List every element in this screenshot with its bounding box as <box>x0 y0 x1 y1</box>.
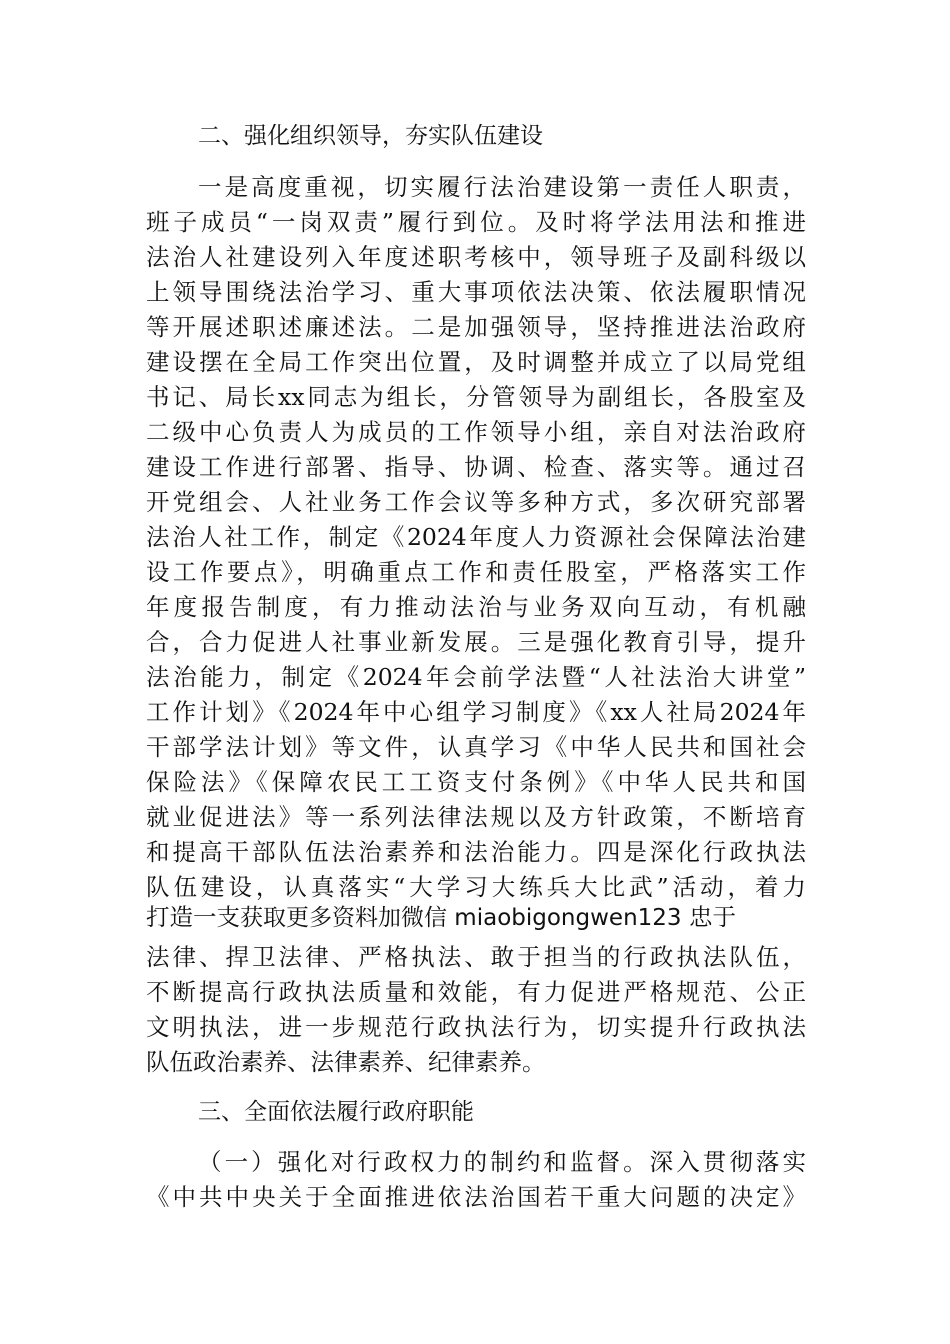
paragraph-line: 不断提高行政执法质量和效能，有力促进严格规范、公正 <box>146 978 806 1006</box>
paragraph-line-with-watermark <box>146 902 806 933</box>
paragraph-line: 文明执法，进一步规范行政执法行为，切实提升行政执法 <box>146 1013 806 1041</box>
paragraph-line: 上领导围绕法治学习、重大事项依法决策、依法履职情况 <box>146 278 806 306</box>
paragraph-line: 就业促进法》等一系列法律法规以及方针政策，不断培育 <box>146 803 806 831</box>
paragraph-line: 建设工作进行部署、指导、协调、检查、落实等。通过召 <box>146 453 806 481</box>
paragraph-line: 干部学法计划》等文件，认真学习《中华人民共和国社会 <box>146 733 806 761</box>
line-text: 忠于 <box>681 903 737 931</box>
paragraph-line: 班子成员“一岗双责”履行到位。及时将学法用法和推进 <box>146 208 806 236</box>
paragraph-line: 设工作要点》，明确重点工作和责任股室，严格落实工作 <box>146 558 806 586</box>
paragraph-line: 和提高干部队伍法治素养和法治能力。四是深化行政执法 <box>146 838 806 866</box>
paragraph-line: 二级中心负责人为成员的工作领导小组，亲自对法治政府 <box>146 418 806 446</box>
paragraph-line: 书记、局长xx同志为组长，分管领导为副组长，各股室及 <box>146 383 806 411</box>
paragraph-line: 一是高度重视，切实履行法治建设第一责任人职责， <box>198 173 806 201</box>
paragraph-line: 法治人社建设列入年度述职考核中，领导班子及副科级以 <box>146 243 806 271</box>
section-heading-3: 三、全面依法履行政府职能 <box>198 1099 474 1125</box>
paragraph-line: 开党组会、人社业务工作会议等多种方式，多次研究部署 <box>146 488 806 516</box>
paragraph-line: 队伍政治素养、法律素养、纪律素养。 <box>146 1048 546 1076</box>
paragraph-line: 建设摆在全局工作突出位置，及时调整并成立了以局党组 <box>146 348 806 376</box>
section-heading-2: 二、强化组织领导，夯实队伍建设 <box>198 123 543 149</box>
paragraph-line: 队伍建设，认真落实“大学习大练兵大比武”活动，着力 <box>146 873 806 901</box>
paragraph-line: 法律、捍卫法律、严格执法、敢于担当的行政执法队伍， <box>146 943 806 971</box>
paragraph-line: 保险法》《保障农民工工资支付条例》《中华人民共和国 <box>146 768 806 796</box>
paragraph-line: 合，合力促进人社事业新发展。三是强化教育引导，提升 <box>146 628 806 656</box>
line-text: 打造一支 <box>146 903 240 931</box>
paragraph-line: 法治人社工作，制定《2024年度人力资源社会保障法治建 <box>146 523 806 551</box>
paragraph-line: 年度报告制度，有力推动法治与业务双向互动，有机融 <box>146 593 806 621</box>
watermark-text: 获取更多资料加微信 miaobigongwen123 <box>240 905 682 931</box>
paragraph-line: （一）强化对行政权力的制约和监督。深入贯彻落实 <box>198 1148 806 1176</box>
paragraph-line: 法治能力，制定《2024年会前学法暨“人社法治大讲堂” <box>146 663 806 691</box>
paragraph-line: 等开展述职述廉述法。二是加强领导，坚持推进法治政府 <box>146 313 806 341</box>
paragraph-line: 《中共中央关于全面推进依法治国若干重大问题的决定》 <box>146 1183 806 1211</box>
paragraph-line: 工作计划》《2024年中心组学习制度》《xx人社局2024年 <box>146 698 806 726</box>
